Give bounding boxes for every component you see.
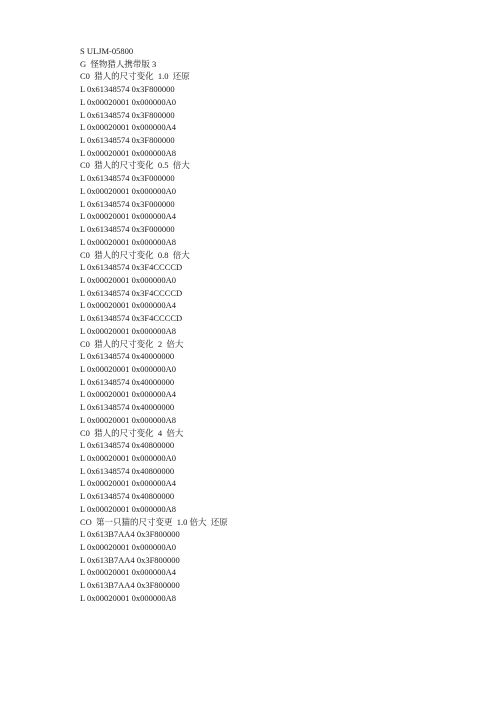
cheat-header-line: C0 猎人的尺寸变化 0.5 倍大 bbox=[80, 160, 190, 171]
cheat-header-line: C0 猎人的尺寸变化 4 倍大 bbox=[80, 427, 184, 438]
code-line: L 0x00020001 0x000000A0 bbox=[80, 274, 177, 285]
code-line: L 0x00020001 0x000000A0 bbox=[80, 96, 177, 107]
code-line: L 0x61348574 0x3F4CCCCD bbox=[80, 313, 183, 324]
code-line: L 0x00020001 0x000000A4 bbox=[80, 300, 177, 311]
code-line: L 0x61348574 0x40800000 bbox=[80, 440, 175, 451]
code-line: L 0x61348574 0x40000000 bbox=[80, 402, 175, 413]
game-id-line: S ULJM-05800 bbox=[80, 46, 134, 56]
code-line: L 0x00020001 0x000000A8 bbox=[80, 592, 177, 603]
code-line: L 0x00020001 0x000000A4 bbox=[80, 122, 177, 133]
code-line: L 0x00020001 0x000000A4 bbox=[80, 478, 177, 489]
code-line: L 0x61348574 0x40000000 bbox=[80, 351, 175, 362]
cheat-header-line: C0 猎人的尺寸变化 1.0 还原 bbox=[80, 71, 190, 82]
code-line: L 0x00020001 0x000000A4 bbox=[80, 389, 177, 400]
code-line: L 0x61348574 0x40000000 bbox=[80, 376, 175, 387]
code-line: L 0x00020001 0x000000A8 bbox=[80, 147, 177, 158]
code-line: L 0x00020001 0x000000A0 bbox=[80, 185, 177, 196]
code-line: L 0x00020001 0x000000A8 bbox=[80, 414, 177, 425]
code-line: L 0x00020001 0x000000A8 bbox=[80, 503, 177, 514]
cheat-code-listing bbox=[80, 45, 480, 605]
cheat-header-line: C0 猎人的尺寸变化 2 倍大 bbox=[80, 338, 184, 349]
code-line: L 0x00020001 0x000000A8 bbox=[80, 236, 177, 247]
code-line: L 0x00020001 0x000000A4 bbox=[80, 211, 177, 222]
code-line: L 0x613B7AA4 0x3F800000 bbox=[80, 580, 180, 591]
code-line: L 0x00020001 0x000000A0 bbox=[80, 453, 177, 463]
code-line: L 0x61348574 0x3F4CCCCD bbox=[80, 287, 183, 298]
code-line: L 0x61348574 0x3F800000 bbox=[80, 109, 175, 120]
code-line: L 0x00020001 0x000000A8 bbox=[80, 325, 177, 336]
code-line: L 0x613B7AA4 0x3F800000 bbox=[80, 529, 180, 540]
code-line: L 0x61348574 0x3F4CCCCD bbox=[80, 262, 183, 273]
code-line: L 0x613B7AA4 0x3F800000 bbox=[80, 554, 180, 565]
cheat-header-line: CO 第一只猫的尺寸变更 1.0 倍大 还原 bbox=[80, 516, 228, 527]
code-line: L 0x61348574 0x3F800000 bbox=[80, 84, 175, 95]
code-line: L 0x61348574 0x40800000 bbox=[80, 491, 175, 502]
code-line: L 0x00020001 0x000000A4 bbox=[80, 567, 177, 578]
game-title-line: G 怪物猎人携带版 3 bbox=[80, 58, 157, 69]
code-line: L 0x00020001 0x000000A0 bbox=[80, 363, 177, 374]
code-line: L 0x61348574 0x40800000 bbox=[80, 465, 175, 476]
code-line: L 0x61348574 0x3F800000 bbox=[80, 135, 175, 146]
code-line: L 0x61348574 0x3F000000 bbox=[80, 173, 175, 184]
code-line: L 0x00020001 0x000000A0 bbox=[80, 542, 177, 553]
cheat-header-line: C0 猎人的尺寸变化 0.8 倍大 bbox=[80, 249, 190, 260]
code-line: L 0x61348574 0x3F000000 bbox=[80, 198, 175, 209]
code-line: L 0x61348574 0x3F000000 bbox=[80, 224, 175, 235]
